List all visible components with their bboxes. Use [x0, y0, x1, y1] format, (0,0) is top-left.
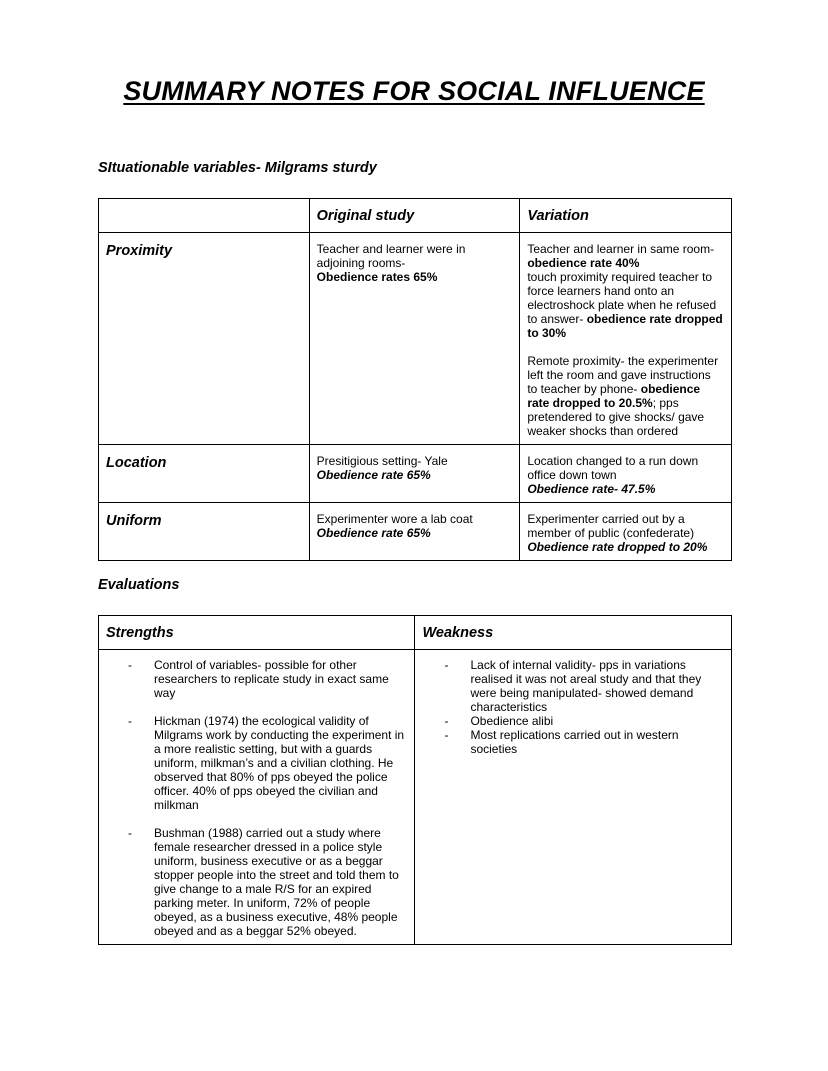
list-item: - Bushman (1988) carried out a study where female researcher dressed in a police style uniform, business executive or as a beggar stopper people into the street and told them to give change to a male R/S for an expired parking meter. In uniform, 72% of people obeyed, as a business executive, 48% people obeyed and as a beggar 52% obeyed.	[106, 826, 407, 938]
location-variation-rate: Obedience rate- 47.5%	[527, 482, 656, 496]
list-item: - Hickman (1974) the ecological validity of Milgrams work by conducting the experiment in a more realistic setting, but with a guards uniform, milkman’s and a civilian clothing. He observed that 80% of pps obeyed the police officer. 40% of pps obeyed the civilian and milkman	[106, 714, 407, 812]
uniform-original-cell	[309, 503, 520, 561]
table-header-row	[99, 199, 732, 233]
touch-proximity-text: touch proximity required teacher to force learners hand onto an electroshock plate when he refused to answer-	[527, 270, 717, 326]
strengths-cell	[99, 650, 415, 945]
location-original-cell	[309, 445, 520, 503]
proximity-variation-text: Teacher and learner in same room-	[527, 242, 715, 256]
row-label-location: Location	[99, 445, 310, 503]
header-cell-original-study: Original study	[309, 199, 520, 233]
table-row-location	[99, 445, 732, 503]
location-variation-text: Location changed to a run down office down town	[527, 454, 699, 482]
evaluations-header-row	[99, 616, 732, 650]
evaluations-heading: Evaluations	[98, 577, 180, 593]
location-variation-cell	[520, 445, 732, 503]
uniform-original-rate: Obedience rate 65%	[316, 526, 431, 540]
weakness-list	[422, 658, 724, 756]
strengths-list	[106, 658, 407, 938]
remote-proximity-note: ; pps pretendered to give shocks/ gave weaker shocks than ordered	[527, 396, 705, 438]
remote-proximity-rate: obedience rate dropped to 20.5%	[527, 382, 701, 410]
uniform-variation-rate: Obedience rate dropped to 20%	[527, 540, 708, 554]
uniform-original-text: Experimenter wore a lab coat	[316, 512, 473, 526]
uniform-variation-cell	[520, 503, 732, 561]
location-original-rate: Obedience rate 65%	[316, 468, 431, 482]
proximity-original-text: Teacher and learner were in adjoining rooms-	[316, 242, 466, 270]
header-cell-variation: Variation	[520, 199, 732, 233]
table-row-uniform	[99, 503, 732, 561]
situational-variables-table	[98, 198, 732, 561]
evaluations-table	[98, 615, 732, 945]
table-row-proximity	[99, 233, 732, 445]
row-label-uniform: Uniform	[99, 503, 310, 561]
list-item: - Most replications carried out in western societies	[422, 728, 724, 756]
list-item: - Control of variables- possible for other researchers to replicate study in exact same way	[106, 658, 407, 700]
header-cell-weakness: Weakness	[415, 616, 732, 650]
proximity-original-rate: Obedience rates 65%	[316, 270, 438, 284]
touch-proximity-rate: obedience rate dropped to 30%	[527, 312, 723, 340]
proximity-variation-cell	[520, 233, 732, 445]
list-item: - Obedience alibi	[422, 714, 724, 728]
weakness-cell	[415, 650, 732, 945]
header-cell-strengths: Strengths	[99, 616, 415, 650]
header-cell-blank	[99, 199, 310, 233]
proximity-variation-rate: obedience rate 40%	[527, 256, 640, 270]
evaluations-content-row	[99, 650, 732, 945]
proximity-original-cell	[309, 233, 520, 445]
location-original-text: Presitigious setting- Yale	[316, 454, 448, 468]
uniform-variation-text: Experimenter carried out by a member of public (confederate)	[527, 512, 695, 540]
situational-variables-heading: SItuationable variables- Milgrams sturdy	[98, 160, 377, 176]
remote-proximity-text: Remote proximity- the experimenter left the room and gave instructions to teacher by phone-	[527, 354, 719, 396]
list-item: - Lack of internal validity- pps in variations realised it was not areal study and that they were being manipulated- showed demand characteristics	[422, 658, 724, 714]
row-label-proximity: Proximity	[99, 233, 310, 445]
page-title: SUMMARY NOTES FOR SOCIAL INFLUENCE	[123, 76, 705, 106]
